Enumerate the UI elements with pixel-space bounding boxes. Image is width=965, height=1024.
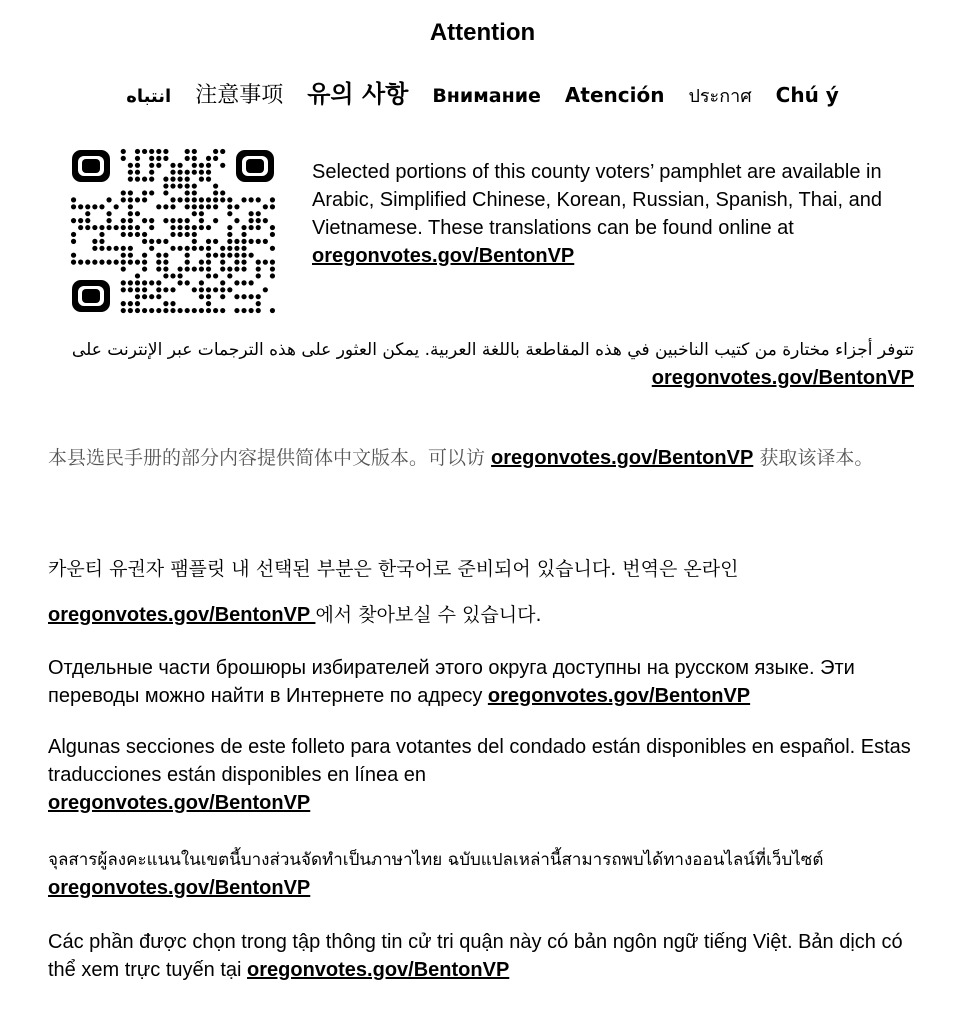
- spanish-paragraph: [48, 733, 928, 817]
- chinese-text: 本县选民手册的部分内容提供简体中文版本。可以访: [48, 447, 492, 469]
- russian-paragraph: [48, 654, 928, 710]
- language-spanish: Atención: [564, 83, 665, 107]
- qr-code[interactable]: [70, 148, 276, 314]
- chinese-link[interactable]: oregonvotes.gov/BentonVP: [491, 447, 754, 469]
- language-arabic: انتباه: [126, 86, 172, 107]
- korean-paragraph: [48, 546, 918, 638]
- spanish-text: Algunas secciones de este folleto para votantes del condado están disponibles en español. Estas traducciones están disponibles en línea en: [48, 736, 911, 786]
- intro-link[interactable]: oregonvotes.gov/BentonVP: [312, 245, 575, 267]
- korean-link[interactable]: oregonvotes.gov/BentonVP: [48, 604, 316, 626]
- vietnamese-paragraph: [48, 928, 928, 984]
- korean-text-end: 에서 찾아보실 수 있습니다.: [315, 604, 542, 626]
- chinese-paragraph: [48, 436, 918, 480]
- thai-link[interactable]: oregonvotes.gov/BentonVP: [48, 877, 311, 899]
- spanish-link[interactable]: oregonvotes.gov/BentonVP: [48, 792, 311, 814]
- language-list: [0, 74, 965, 110]
- language-chinese: 注意事项: [195, 83, 284, 108]
- language-thai: ประกาศ: [688, 86, 752, 107]
- arabic-text: تتوفر أجزاء مختارة من كتيب الناخبين في هذه المقاطعة باللغة العربية. يمكن العثور على هذه الترجمات عبر الإنترنت على: [71, 340, 914, 360]
- arabic-link[interactable]: oregonvotes.gov/BentonVP: [651, 367, 914, 389]
- language-russian: Внимание: [432, 85, 541, 107]
- russian-text: Отдельные части брошюры избирателей этого округа доступны на русском языке. Эти переводы можно найти в Интернете по адресу: [48, 657, 855, 707]
- page-title: Attention: [429, 19, 536, 46]
- chinese-text-end: 获取该译本。: [753, 447, 874, 469]
- language-vietnamese: Chú ý: [775, 83, 839, 107]
- intro-paragraph: [312, 158, 912, 270]
- vietnamese-text: Các phần được chọn trong tập thông tin cử tri quận này có bản ngôn ngữ tiếng Việt. Bản dịch có thể xem trực tuyến tại: [48, 931, 903, 981]
- thai-text: จุลสารผู้ลงคะแนนในเขตนี้บางส่วนจัดทำเป็นภาษาไทย ฉบับแปลเหล่านี้สามารถพบได้ทางออนไลน์ที่เว็บไซต์: [48, 850, 824, 870]
- arabic-paragraph: [40, 336, 914, 393]
- thai-paragraph: [48, 846, 928, 903]
- qr-finder-top-left: [72, 150, 110, 182]
- qr-finder-top-right: [236, 150, 274, 182]
- vietnamese-link[interactable]: oregonvotes.gov/BentonVP: [247, 959, 510, 981]
- language-korean: 유의 사항: [307, 80, 409, 108]
- qr-finder-bottom-left: [72, 280, 110, 312]
- intro-text: Selected portions of this county voters’ pamphlet are available in Arabic, Simplified Chinese, Korean, Russian, Spanish, Thai, and Vietnamese. These translations can be found online at: [312, 161, 882, 239]
- korean-text: 카운티 유권자 팸플릿 내 선택된 부분은 한국어로 준비되어 있습니다. 번역은 온라인: [48, 558, 739, 580]
- russian-link[interactable]: oregonvotes.gov/BentonVP: [487, 685, 751, 707]
